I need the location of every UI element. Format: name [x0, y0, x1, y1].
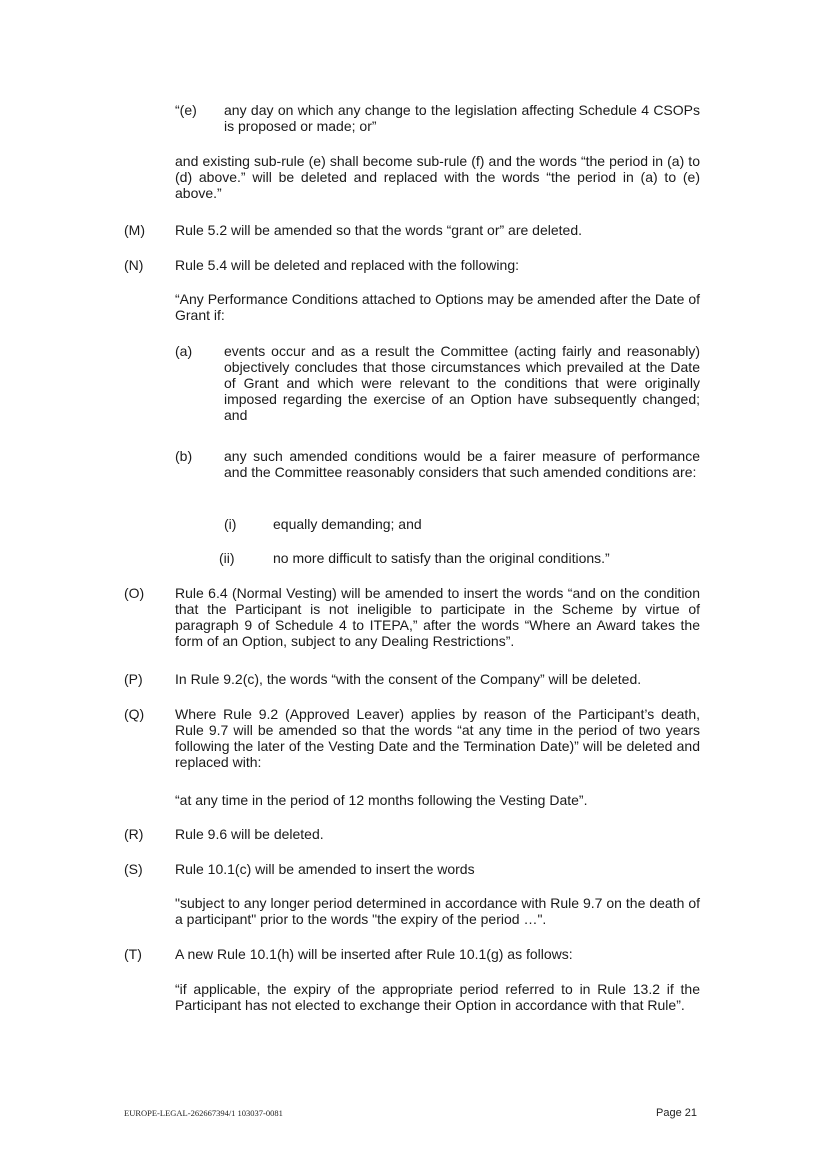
item-s-label: (S)	[124, 861, 143, 877]
item-m-label: (M)	[124, 222, 145, 238]
item-s-quote: "subject to any longer period determined in accordance with Rule 9.7 on the death of a participant" prior to the words "the expiry of the period …".	[175, 895, 700, 927]
subrule-e-label: “(e)	[175, 102, 197, 118]
item-o-text: Rule 6.4 (Normal Vesting) will be amended to insert the words “and on the condition that the Participant is not ineligible to participate in the Scheme by virtue of paragraph 9 of Schedule 4 to ITEPA,” after the words “Where an Award takes the form of an Option, subject to any Dealing Restrictions”.	[175, 585, 700, 649]
item-s-text: Rule 10.1(c) will be amended to insert the words	[175, 861, 475, 877]
item-q-label: (Q)	[124, 706, 145, 722]
item-n-i-text: equally demanding; and	[273, 516, 422, 532]
item-q-quote: “at any time in the period of 12 months following the Vesting Date”.	[175, 792, 588, 808]
item-p-label: (P)	[124, 671, 143, 687]
paragraph-subrule-renumber: and existing sub-rule (e) shall become sub-rule (f) and the words “the period in (a) to (d) above.” will be deleted and replaced with the words “the period in (a) to (e) above.”	[175, 153, 700, 201]
item-r-text: Rule 9.6 will be deleted.	[175, 826, 324, 842]
item-n-i-label: (i)	[224, 516, 237, 532]
item-n-label: (N)	[124, 257, 144, 273]
item-n-quote: “Any Performance Conditions attached to Options may be amended after the Date of Grant if:	[175, 291, 700, 323]
footer-page-number: Page 21	[656, 1107, 697, 1119]
item-t-label: (T)	[124, 946, 142, 962]
item-r-label: (R)	[124, 826, 144, 842]
item-n-a-text: events occur and as a result the Committee (acting fairly and reasonably) objectively concludes that those circumstances which prevailed at the Date of Grant and which were relevant to the conditions that were originally imposed regarding the exercise of an Option have subsequently changed; and	[224, 343, 700, 423]
item-n-text: Rule 5.4 will be deleted and replaced with the following:	[175, 257, 519, 273]
item-m-text: Rule 5.2 will be amended so that the words “grant or” are deleted.	[175, 222, 583, 238]
item-n-a-label: (a)	[175, 343, 193, 359]
item-n-b-label: (b)	[175, 448, 193, 464]
item-n-ii-text: no more difficult to satisfy than the original conditions.”	[273, 550, 610, 566]
item-n-b-text: any such amended conditions would be a fairer measure of performance and the Committee reasonably considers that such amended conditions are:	[224, 448, 700, 480]
item-t-text: A new Rule 10.1(h) will be inserted after Rule 10.1(g) as follows:	[175, 946, 573, 962]
subrule-e-text: any day on which any change to the legislation affecting Schedule 4 CSOPs is proposed or made; or”	[224, 102, 700, 134]
item-n-ii-label: (ii)	[219, 550, 235, 566]
item-q-text: Where Rule 9.2 (Approved Leaver) applies by reason of the Participant’s death, Rule 9.7 will be amended so that the words “at any time in the period of two years following the later of the Vesting Date and the Termination Date)” will be deleted and replaced with:	[175, 706, 700, 770]
item-t-quote: “if applicable, the expiry of the appropriate period referred to in Rule 13.2 if the Participant has not elected to exchange their Option in accordance with that Rule”.	[175, 981, 700, 1013]
item-p-text: In Rule 9.2(c), the words “with the consent of the Company” will be deleted.	[175, 671, 642, 687]
footer-reference: EUROPE-LEGAL-262667394/1 103037-0081	[124, 1108, 283, 1118]
item-o-label: (O)	[124, 585, 145, 601]
